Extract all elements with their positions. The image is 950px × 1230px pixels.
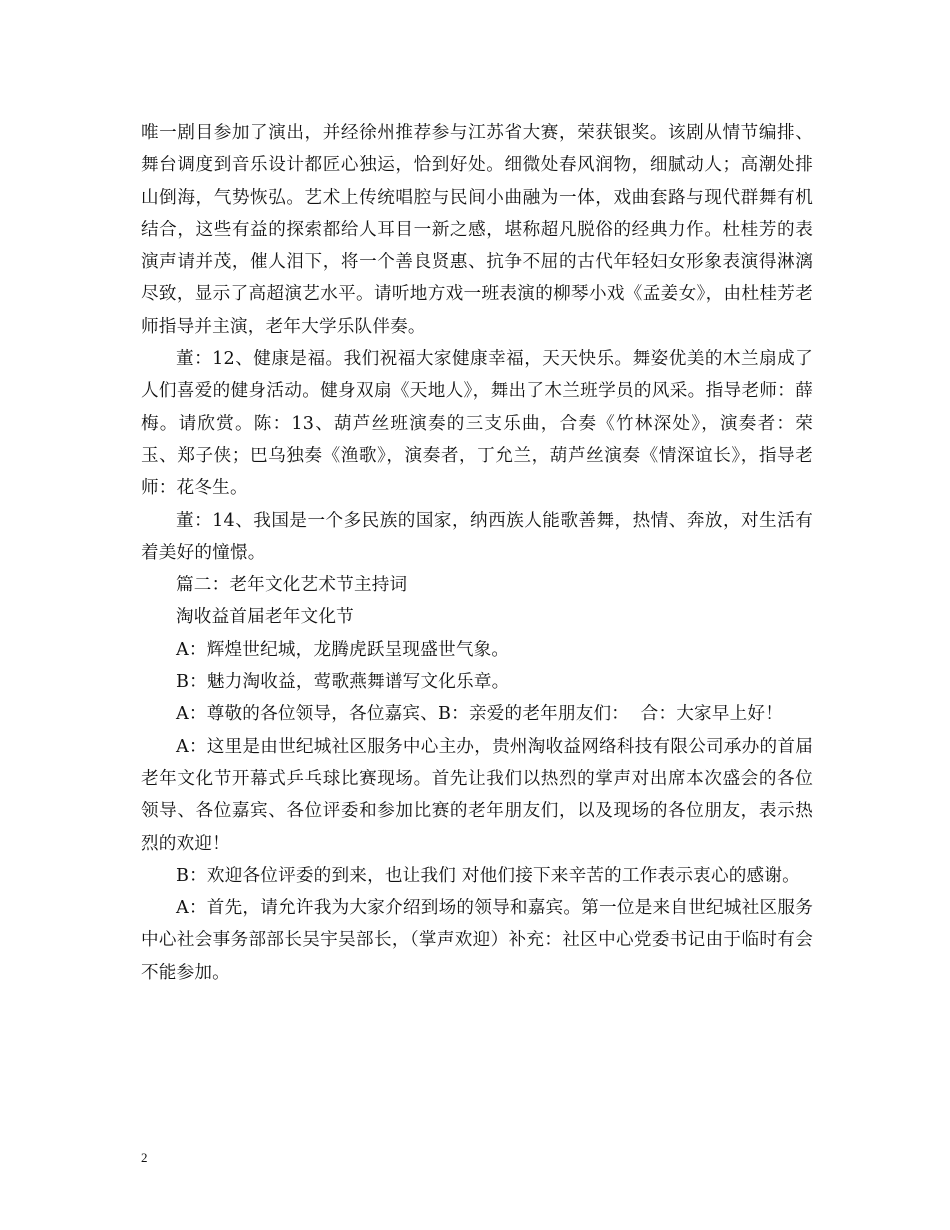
- body-text: [141, 117, 813, 989]
- paragraph: A：辉煌世纪城，龙腾虎跃呈现盛世气象。: [176, 639, 510, 660]
- section-heading: 篇二：老年文化艺术节主持词: [176, 575, 408, 596]
- paragraph: 董：14、我国是一个多民族的国家，纳西族人能歌善舞，热情、奔放，对生活有着美好的憧憬。: [141, 510, 813, 563]
- paragraph: A：首先，请允许我为大家介绍到场的领导和嘉宾。第一位是来自世纪城社区服务中心社会事务部部长吴宇吴部长，（掌声欢迎）补充：社区中心党委书记由于临时有会不能参加。: [141, 898, 813, 983]
- paragraph: A：这里是由世纪城社区服务中心主办，贵州淘收益网络科技有限公司承办的首届老年文化节开幕式乒乓球比赛现场。首先让我们以热烈的掌声对出席本次盛会的各位领导、各位嘉宾、各位评委和参加比赛的老年朋友们，以及现场的各位朋友，表示热烈的欢迎！: [141, 736, 813, 854]
- paragraph: B：欢迎各位评委的到来，也让我们 对他们接下来辛苦的工作表示衷心的感谢。: [176, 865, 800, 886]
- paragraph: A：尊敬的各位领导，各位嘉宾、B：亲爱的老年朋友们： 合：大家早上好！: [176, 704, 784, 725]
- paragraph: 唯一剧目参加了演出，并经徐州推荐参与江苏省大赛，荣获银奖。该剧从情节编排、舞台调度到音乐设计都匠心独运，恰到好处。细微处春风润物，细腻动人；高潮处排山倒海，气势恢弘。艺术上传统唱腔与民间小曲融为一体，戏曲套路与现代群舞有机结合，这些有益的探索都给人耳目一新之感，堪称超凡脱俗的经典力作。杜桂芳的表演声请并茂，催人泪下，将一个善良贤惠、抗争不屈的古代年轻妇女形象表演得淋漓尽致，显示了高超演艺水平。请听地方戏一班表演的柳琴小戏《孟姜女》，由杜桂芳老师指导并主演，老年大学乐队伴奏。: [141, 123, 813, 337]
- page-number: 2: [141, 1150, 148, 1165]
- paragraph: 董：12、健康是福。我们祝福大家健康幸福，天天快乐。舞姿优美的木兰扇成了人们喜爱的健身活动。健身双扇《天地人》，舞出了木兰班学员的风采。指导老师：薛梅。请欣赏。陈：13、葫芦丝班演奏的三支乐曲，合奏《竹林深处》，演奏者：荣玉、郑子侠；巴乌独奏《渔歌》，演奏者，丁允兰，葫芦丝演奏《情深谊长》，指导老师：花冬生。: [141, 349, 813, 499]
- event-title: 淘收益首届老年文化节: [176, 607, 354, 628]
- paragraph: B：魅力淘收益，莺歌燕舞谱写文化乐章。: [176, 672, 510, 693]
